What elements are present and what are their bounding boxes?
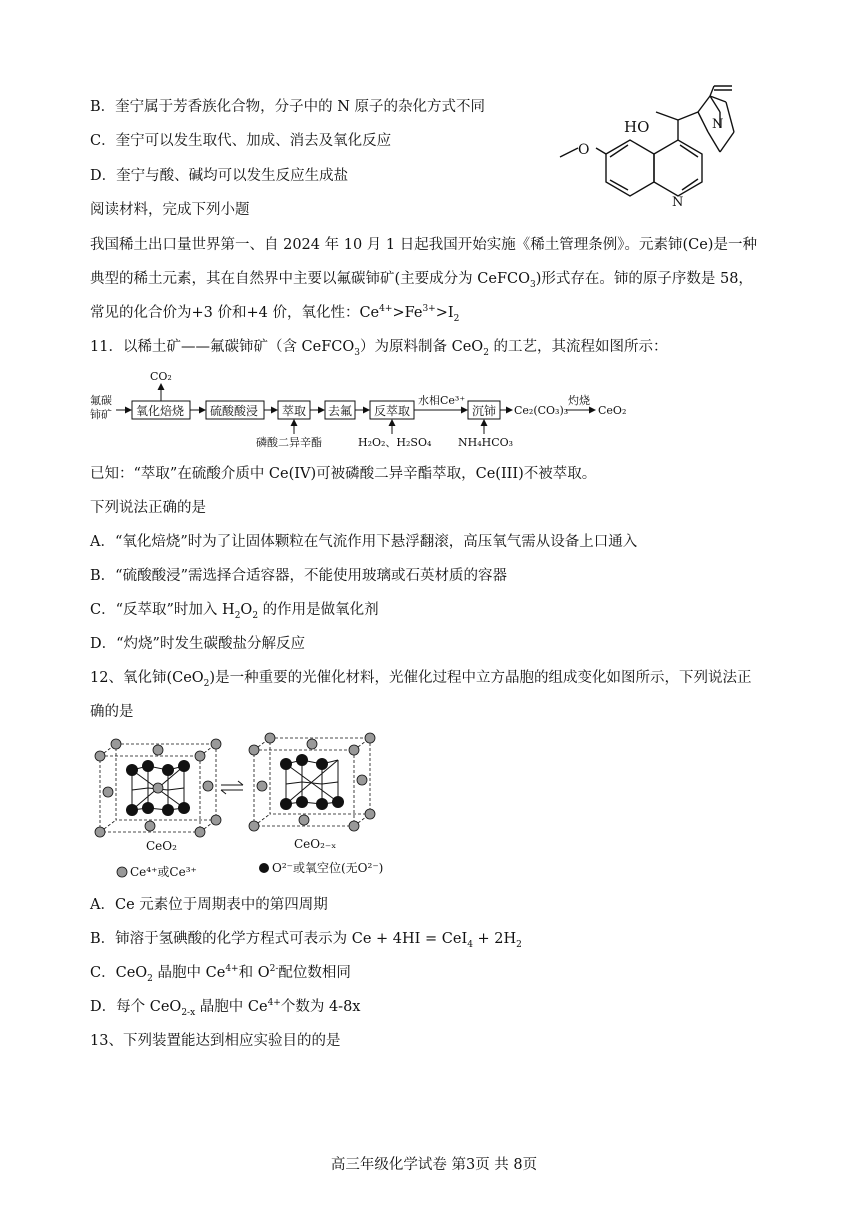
- cell-label-ceo2: CeO₂: [146, 839, 177, 853]
- q11-note: 已知：“萃取”在硫酸介质中 Ce(IV)可被磷酸二异辛酯萃取，Ce(III)不被萃取。: [90, 466, 597, 482]
- q12-stem-continued: 确的是: [90, 704, 134, 720]
- flow-box-acid-leach: 硫酸酸浸: [210, 404, 259, 418]
- flow-start-line-2: 铈矿: [90, 408, 112, 421]
- quinoline-n-label: N: [672, 195, 684, 210]
- methoxy-o-label: O: [578, 142, 590, 158]
- q10-option-c: C．奎宁可以发生取代、加成、消去及氧化反应: [90, 133, 392, 149]
- q10-option-b: B．奎宁属于芳香族化合物，分子中的 N 原子的杂化方式不同: [90, 99, 486, 115]
- legend-black-dot: [259, 863, 269, 873]
- q12-option-a: A．Ce 元素位于周期表中的第四周期: [90, 897, 328, 913]
- q12-option-c: C．CeO$_2$ 晶胞中 $Ce^{4+}$和 $O^{2-}$配位数相同: [90, 964, 351, 984]
- reading-line-2: 典型的稀土元素，其在自然界中主要以氟碳铈矿(主要成分为 CeFCO$_3$)形式存在。铈的原子序数是 58，: [90, 271, 753, 290]
- flow-start-line-1: 氟碳: [90, 394, 112, 407]
- flow-box-precipitation: 沉铈: [472, 404, 497, 418]
- reading-heading: 阅读材料，完成下列小题: [90, 202, 250, 218]
- page-footer: 高三年级化学试卷 第3页 共 8页: [330, 1157, 538, 1173]
- crystal-cell-diagram: [88, 730, 408, 880]
- flow-burn-label: 灼烧: [568, 394, 590, 407]
- flow-box-extraction: 萃取: [282, 404, 307, 418]
- q11-ask: 下列说法正确的是: [90, 500, 206, 516]
- q11-option-d: D．“灼烧”时发生碳酸盐分解反应: [90, 636, 305, 652]
- flow-reagent-h2o2: H₂O₂、H₂SO₄: [358, 436, 432, 449]
- q12-option-d: D．每个 CeO$_{2-x}$ 晶胞中 $Ce^{4+}$个数为 4-8x: [90, 998, 361, 1018]
- bridge-n-label: N: [712, 117, 724, 132]
- q12-stem: 12、氧化铈(CeO$_2$)是一种重要的光催化材料，光催化过程中立方晶胞的组成变化如图所示，下列说法正: [90, 670, 752, 689]
- q10-option-d: D．奎宁与酸、碱均可以发生反应生成盐: [90, 168, 349, 184]
- process-flow-diagram: [88, 364, 648, 454]
- flow-reagent-extractant: 磷酸二异辛酯: [256, 436, 322, 449]
- reading-line-1: 我国稀土出口量世界第一、自 2024 年 10 月 1 日起我国开始实施《稀土管理条例》。元素铈(Ce)是一种: [90, 237, 757, 253]
- flow-box-back-extraction: 反萃取: [374, 404, 411, 418]
- q11-option-c: C．“反萃取”时加入 $H_2O_2$ 的作用是做氧化剂: [90, 602, 379, 621]
- legend-gray-label: Ce⁴⁺或Ce³⁺: [130, 865, 197, 879]
- legend-black-label: O²⁻或氧空位(无O²⁻): [272, 861, 384, 875]
- hydroxyl-label: HO: [624, 118, 650, 136]
- flow-aqueous-label: 水相Ce³⁺: [418, 394, 466, 407]
- q11-stem: 11．以稀土矿——氟碳铈矿（含 CeFCO$_3$）为原料制备 CeO$_2$ 的工艺，其流程如图所示：: [90, 339, 668, 358]
- reading-line-3: 常见的化合价为+3 价和+4 价，氧化性：$Ce^{4+}>Fe^{3+}>I_2$: [90, 304, 460, 324]
- flow-box-roasting: 氧化焙烧: [136, 404, 185, 418]
- flow-product-ceo2: CeO₂: [598, 404, 627, 417]
- q12-option-b: B．铈溶于氢碘酸的化学方程式可表示为 $Ce + 4HI = CeI_4 + 2H_2$: [90, 931, 522, 950]
- flow-co2-label: CO₂: [150, 370, 172, 383]
- flow-box-defluorination: 去氟: [328, 404, 353, 418]
- flow-reagent-nh4hco3: NH₄HCO₃: [458, 436, 514, 449]
- quinine-structure-diagram: [548, 82, 748, 212]
- legend-gray-dot: [117, 867, 127, 877]
- q13-stem: 13、下列装置能达到相应实验目的的是: [90, 1033, 341, 1049]
- flow-product-carbonate: Ce₂(CO₃)₃: [514, 404, 569, 417]
- q11-option-a: A．“氧化焙烧”时为了让固体颗粒在气流作用下悬浮翻滚，高压氧气需从设备上口通入: [90, 534, 638, 550]
- cell-label-ceo2-x: CeO₂₋ₓ: [294, 837, 337, 851]
- q11-option-b: B．“硫酸酸浸”需选择合适容器，不能使用玻璃或石英材质的容器: [90, 568, 507, 584]
